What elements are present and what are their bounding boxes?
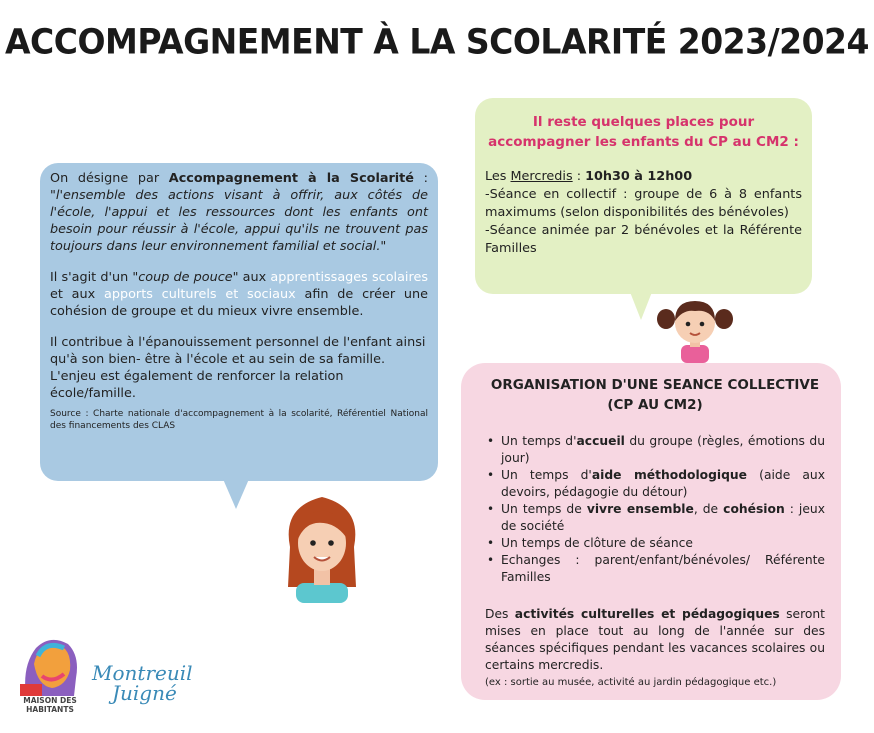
- intro-text: On désigne par: [50, 171, 169, 186]
- mj-line2: Juigné: [112, 681, 177, 705]
- bubble-tail: [630, 292, 652, 320]
- highlight-apprentissages: apprentissages scolaires: [270, 270, 428, 285]
- list-item: • Echanges : parent/enfant/bénévoles/ Référente Familles: [485, 552, 825, 586]
- places-line-3: -Séance animée par 2 bénévoles et la Référente Familles: [485, 223, 802, 256]
- day-pre: Les: [485, 169, 511, 184]
- places-day-line: [485, 168, 802, 186]
- day-name: Mercredis: [510, 169, 573, 184]
- intro-bold: Accompagnement à la Scolarité: [168, 171, 414, 186]
- organisation-list: [485, 433, 825, 586]
- day-mid: :: [572, 169, 586, 184]
- places-bubble: [475, 98, 812, 294]
- closing-bold: activités culturelles et pédagogiques: [514, 607, 780, 621]
- contribue-paragraph: Il contribue à l'épanouissement personnel de l'enfant ainsi qu'à son bien- être à l'école et au sein de sa famille. L'enjeu est également de renforcer la relation école/famille.: [50, 335, 426, 401]
- definition-intro: [50, 170, 428, 255]
- bubble-tail: [223, 479, 249, 509]
- maison-des-habitants-logo: [16, 626, 84, 718]
- coup-italic: "coup de pouce": [132, 270, 239, 285]
- source-note: Source : Charte nationale d'accompagnement à la scolarité, Référentiel National des financements des CLAS: [50, 409, 428, 431]
- places-title: Il reste quelques places pour accompagner les enfants du CP au CM2 :: [488, 114, 799, 150]
- definition-quote: "l'ensemble des actions visant à offrir, aux côtés de l'école, l'appui et les ressources dont les enfants ont besoin pour réussir à l'école, appui qu'ils ne trouvent pas toujours dans leur environnement familial et social.": [50, 188, 428, 254]
- coup-de-pouce-paragraph: [50, 269, 428, 320]
- mdh-portrait-icon: [16, 626, 84, 696]
- organisation-example: (ex : sortie au musée, activité au jardin pédagogique etc.): [485, 677, 777, 688]
- montreuil-juigne-logo: [92, 661, 193, 715]
- woman-illustration: [276, 487, 368, 603]
- coup-mid1: aux: [238, 270, 271, 285]
- organisation-bubble: [461, 363, 841, 700]
- highlight-apports: apports culturels et sociaux: [104, 287, 296, 302]
- places-line-2: -Séance en collectif : groupe de 6 à 8 enfants maximums (selon disponibilités des bénévoles): [485, 187, 802, 220]
- page-title: ACCOMPAGNEMENT À LA SCOLARITÉ 2023/2024: [5, 21, 869, 62]
- list-item: • Un temps de clôture de séance: [485, 535, 825, 552]
- definition-bubble: [40, 163, 438, 481]
- girl-illustration: [653, 293, 737, 363]
- coup-post: afin de créer une cohésion de groupe et du mieux vivre ensemble.: [50, 287, 428, 319]
- organisation-title: ORGANISATION D'UNE SEANCE COLLECTIVE (CP AU CM2): [490, 377, 820, 413]
- hours: 10h30 à 12h00: [585, 169, 693, 184]
- list-item: • Un temps d'accueil du groupe (règles, émotions du jour): [485, 433, 825, 467]
- mdh-caption: MAISON DES HABITANTS: [23, 696, 77, 714]
- coup-mid2: et aux: [50, 287, 105, 302]
- organisation-closing: Des activités culturelles et pédagogiques seront mises en place tout au long de l'année sur des séances spécifiques pendant les vacances scolaires ou certains mercredis.: [485, 607, 825, 672]
- mj-line1: Montreuil: [92, 661, 193, 685]
- coup-pre: Il s'agit d'un: [50, 270, 133, 285]
- intro-post: :: [413, 171, 428, 186]
- list-item: • Un temps de vivre ensemble, de cohésion : jeux de société: [485, 501, 825, 535]
- list-item: • Un temps d'aide méthodologique (aide aux devoirs, pédagogie du détour): [485, 467, 825, 501]
